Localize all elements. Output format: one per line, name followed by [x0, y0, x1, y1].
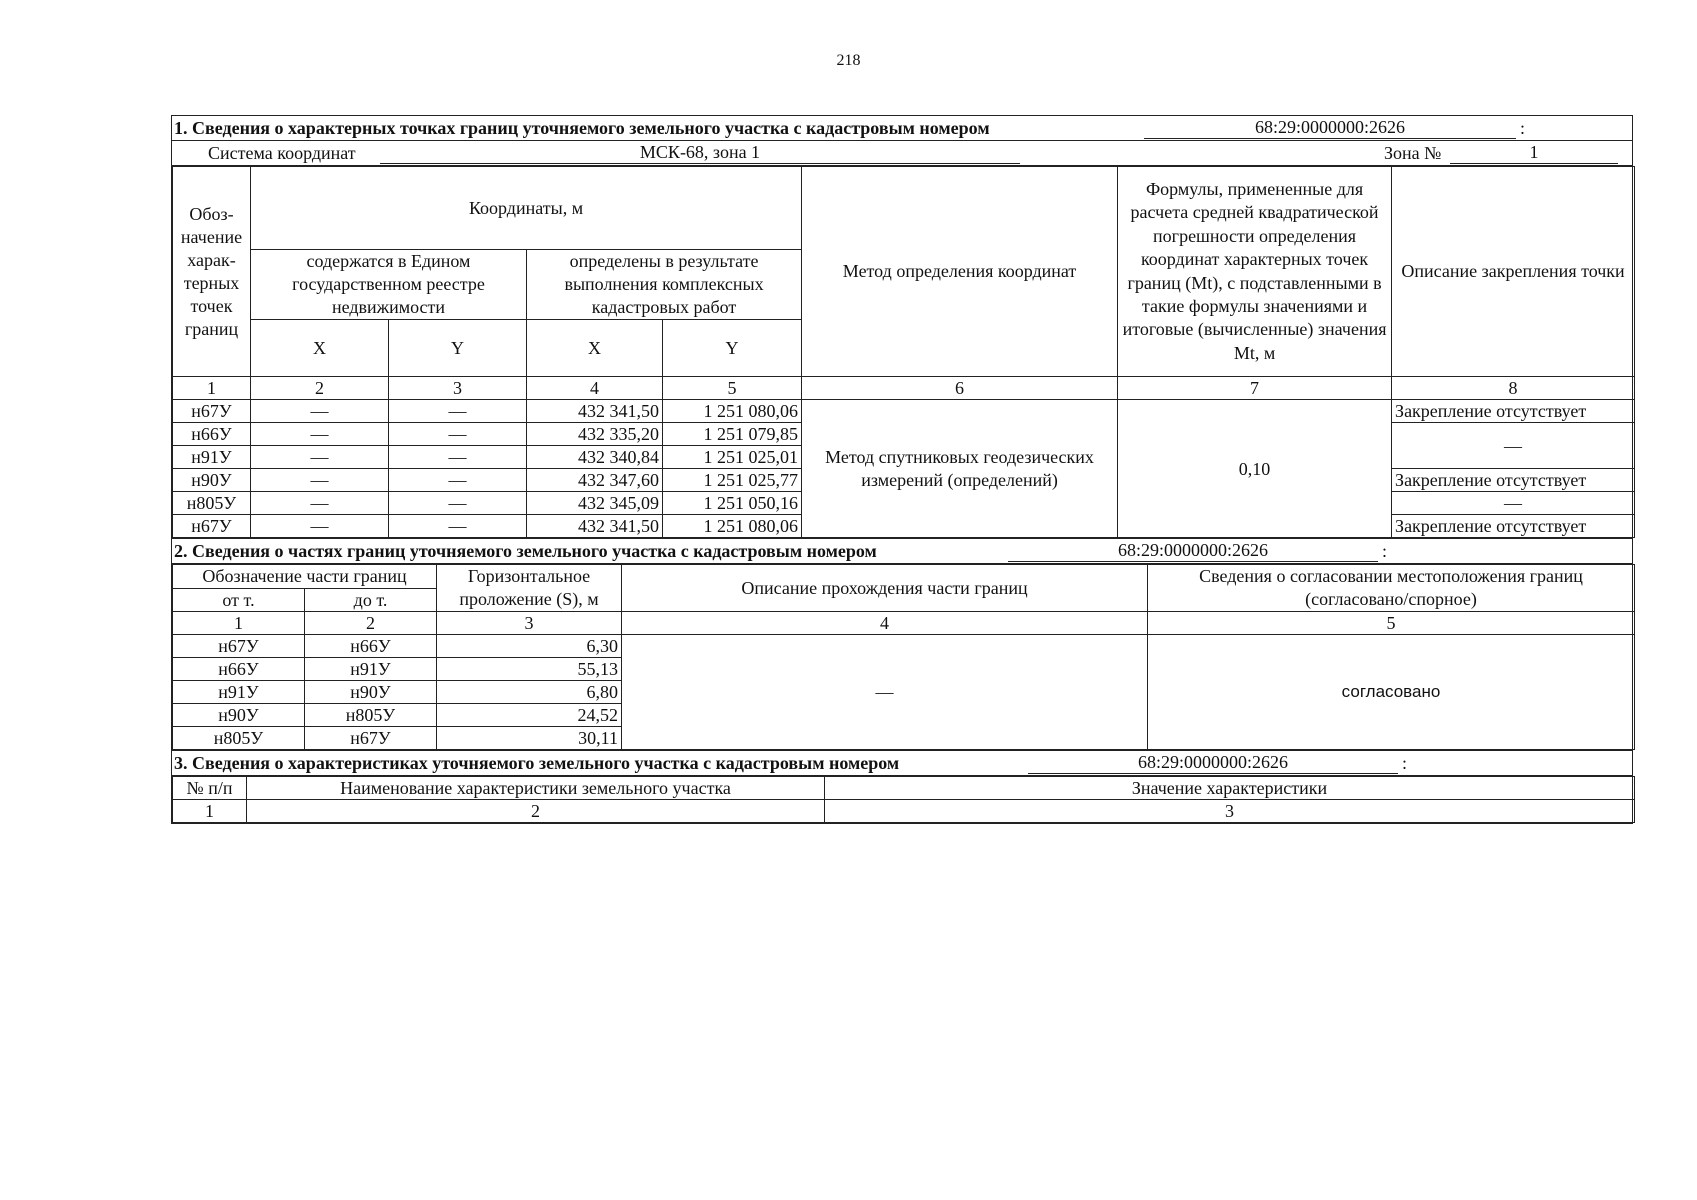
section1-header [172, 116, 1632, 141]
zone-value: 1 [1450, 141, 1618, 164]
coord-system-row [172, 141, 1632, 166]
col-number: 4 [622, 612, 1148, 635]
fixing-value: Закрепление отсутствует [1392, 400, 1635, 423]
header-coords: Координаты, м [251, 167, 802, 250]
header-agreement: Сведения о согласовании местоположения границ (согласовано/спорное) [1148, 565, 1635, 612]
section2-colon: : [1382, 541, 1388, 561]
col-number: 4 [527, 377, 663, 400]
column-numbers-row [173, 612, 1635, 635]
y-registry: — [389, 515, 527, 538]
section3-colon: : [1402, 753, 1408, 773]
point-id: н67У [173, 400, 251, 423]
horizontal-value: 30,11 [437, 727, 622, 750]
horizontal-value: 55,13 [437, 658, 622, 681]
header-name: Наименование характеристики земельного участка [247, 777, 825, 800]
col-number: 5 [663, 377, 802, 400]
coord-system-label: Система координат [208, 143, 356, 163]
point-id: н66У [173, 423, 251, 446]
points-table [172, 166, 1635, 538]
horizontal-value: 24,52 [437, 704, 622, 727]
header-by-works: определены в результате выполнения комплексных кадастровых работ [527, 250, 802, 320]
header-horizontal: Горизонтальное проложение (S), м [437, 565, 622, 612]
x-registry: — [251, 492, 389, 515]
description-value: — [622, 635, 1148, 750]
header-part-designation: Обозначение части границ [173, 565, 437, 589]
x-registry: — [251, 515, 389, 538]
header-description: Описание прохождения части границ [622, 565, 1148, 612]
coord-system-value: МСК-68, зона 1 [380, 141, 1020, 164]
point-id: н805У [173, 492, 251, 515]
x-value: 432 340,84 [527, 446, 663, 469]
table-row [173, 635, 1635, 658]
col-number: 5 [1148, 612, 1635, 635]
x-registry: — [251, 423, 389, 446]
header-x-registry: X [251, 320, 389, 377]
cadastral-document [171, 115, 1633, 824]
fixing-value: Закрепление отсутствует [1392, 515, 1635, 538]
mt-value: 0,10 [1118, 400, 1392, 538]
from-point: н66У [173, 658, 305, 681]
col-number: 2 [247, 800, 825, 823]
to-point: н90У [305, 681, 437, 704]
header-in-registry: содержатся в Едином государственном реестре недвижимости [251, 250, 527, 320]
y-value: 1 251 025,01 [663, 446, 802, 469]
col-number: 1 [173, 612, 305, 635]
method-value: Метод спутниковых геодезических измерений (определений) [802, 400, 1118, 538]
col-number: 2 [251, 377, 389, 400]
x-registry: — [251, 469, 389, 492]
horizontal-value: 6,30 [437, 635, 622, 658]
section2-cadastral-number: 68:29:0000000:2626 [1008, 539, 1378, 562]
header-y-works: Y [663, 320, 802, 377]
table-row [173, 400, 1635, 423]
header-from: от т. [173, 588, 305, 612]
column-numbers-row [173, 377, 1635, 400]
agreement-value: согласовано [1148, 635, 1635, 750]
column-numbers-row [173, 800, 1635, 823]
col-number: 3 [825, 800, 1635, 823]
col-number: 3 [437, 612, 622, 635]
col-number: 3 [389, 377, 527, 400]
section2-header [172, 538, 1632, 564]
y-value: 1 251 080,06 [663, 400, 802, 423]
point-id: н91У [173, 446, 251, 469]
characteristics-table [172, 776, 1635, 823]
fixing-value: — [1392, 492, 1635, 515]
y-registry: — [389, 400, 527, 423]
fixing-value: — [1392, 423, 1635, 469]
y-value: 1 251 025,77 [663, 469, 802, 492]
from-point: н90У [173, 704, 305, 727]
x-registry: — [251, 446, 389, 469]
point-id: н67У [173, 515, 251, 538]
y-registry: — [389, 446, 527, 469]
section3-title: 3. Сведения о характеристиках уточняемого земельного участка с кадастровым номером [174, 753, 900, 773]
header-method: Метод определения координат [802, 167, 1118, 377]
header-y-registry: Y [389, 320, 527, 377]
x-value: 432 345,09 [527, 492, 663, 515]
page-number: 218 [836, 52, 861, 69]
y-value: 1 251 079,85 [663, 423, 802, 446]
fixing-value: Закрепление отсутствует [1392, 469, 1635, 492]
to-point: н66У [305, 635, 437, 658]
col-number: 1 [173, 377, 251, 400]
x-value: 432 335,20 [527, 423, 663, 446]
to-point: н91У [305, 658, 437, 681]
y-registry: — [389, 423, 527, 446]
section1-title: 1. Сведения о характерных точках границ уточняемого земельного участка с кадастровым номером [174, 118, 990, 138]
header-fixing: Описание закрепления точки [1392, 167, 1635, 377]
section3-header [172, 750, 1632, 776]
to-point: н805У [305, 704, 437, 727]
from-point: н91У [173, 681, 305, 704]
header-num: № п/п [173, 777, 247, 800]
col-number: 7 [1118, 377, 1392, 400]
section1-cadastral-number: 68:29:0000000:2626 [1144, 116, 1516, 139]
col-number: 8 [1392, 377, 1635, 400]
y-registry: — [389, 469, 527, 492]
x-value: 432 341,50 [527, 515, 663, 538]
from-point: н805У [173, 727, 305, 750]
x-value: 432 341,50 [527, 400, 663, 423]
section2-title: 2. Сведения о частях границ уточняемого земельного участка с кадастровым номером [174, 541, 877, 561]
header-value: Значение характеристики [825, 777, 1635, 800]
horizontal-value: 6,80 [437, 681, 622, 704]
point-id: н90У [173, 469, 251, 492]
section3-cadastral-number: 68:29:0000000:2626 [1028, 751, 1398, 774]
y-value: 1 251 050,16 [663, 492, 802, 515]
from-point: н67У [173, 635, 305, 658]
to-point: н67У [305, 727, 437, 750]
section1-colon: : [1520, 118, 1526, 138]
y-registry: — [389, 492, 527, 515]
col-number: 1 [173, 800, 247, 823]
col-number: 6 [802, 377, 1118, 400]
zone-label: Зона № [1384, 143, 1442, 163]
x-registry: — [251, 400, 389, 423]
x-value: 432 347,60 [527, 469, 663, 492]
header-to: до т. [305, 588, 437, 612]
header-designation: Обоз-начение харак-терных точек границ [173, 167, 251, 377]
header-x-works: X [527, 320, 663, 377]
parts-table [172, 564, 1635, 750]
y-value: 1 251 080,06 [663, 515, 802, 538]
header-formulas: Формулы, примененные для расчета средней квадратической погрешности определения координат характерных точек границ (Mt), с подставленными в такие формулы значениями и итоговые (вычисленные) значения Mt, м [1118, 167, 1392, 377]
col-number: 2 [305, 612, 437, 635]
